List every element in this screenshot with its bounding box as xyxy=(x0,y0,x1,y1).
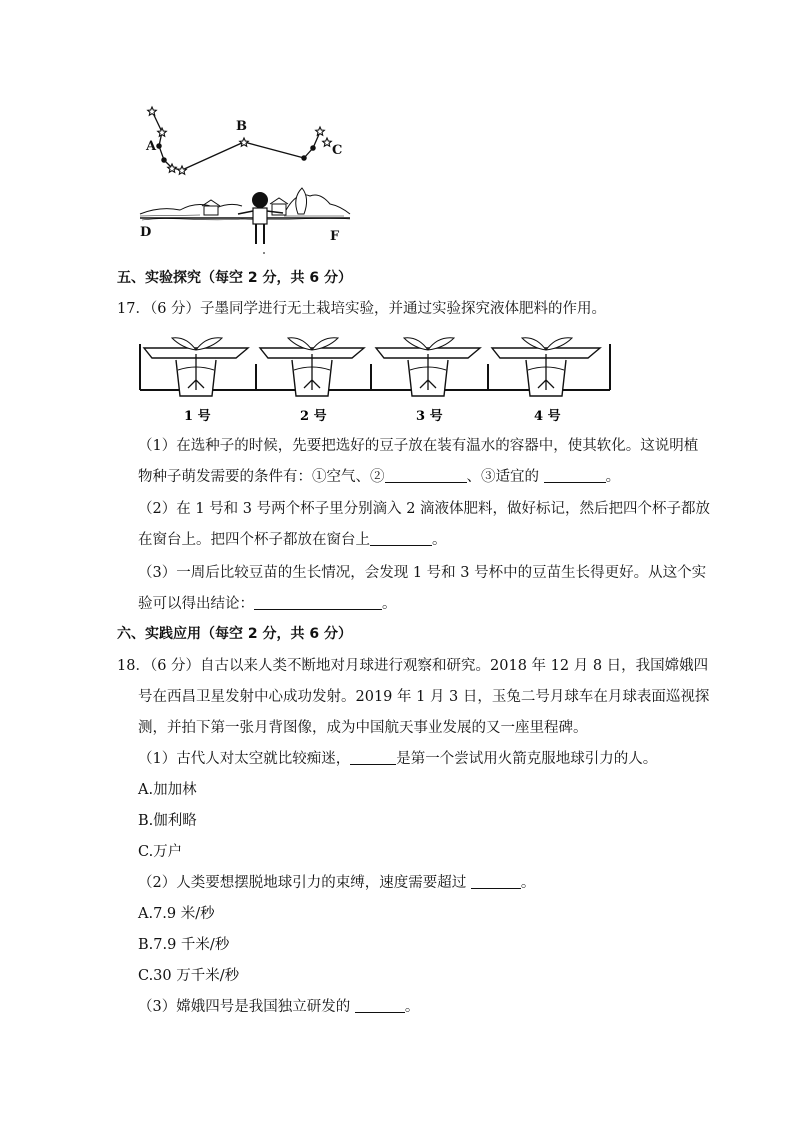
cups-figure xyxy=(138,330,612,426)
cup-2 xyxy=(260,338,364,396)
cup-label-2: 2 号 xyxy=(300,409,327,424)
answer-blank[interactable] xyxy=(385,468,467,483)
q18-sub1-option-c[interactable]: C.万户 xyxy=(138,844,183,860)
q18-sub1-text-a: （1）古代人对太空就比较痴迷， xyxy=(138,751,351,767)
constellation-figure xyxy=(134,96,358,256)
answer-blank[interactable] xyxy=(370,531,432,546)
section-5-heading: 五、实验探究（每空 2 分，共 6 分） xyxy=(117,270,352,286)
q18-sub1-option-b[interactable]: B.伽利略 xyxy=(138,813,197,829)
cup-1 xyxy=(144,338,248,396)
q17-stem: 17．（6 分）子墨同学进行无土栽培实验，并通过实验探究液体肥料的作用。 xyxy=(117,301,607,317)
q18-sub1-text-b: 是第一个尝试用火箭克服地球引力的人。 xyxy=(396,751,658,767)
q17-part1-text-a: 物种子萌发需要的条件有：①空气、② xyxy=(138,469,385,485)
constellation-b-line xyxy=(182,142,304,170)
answer-blank[interactable] xyxy=(254,595,382,610)
q18-sub3-text-a: （3）嫦娥四号是我国独立研发的 xyxy=(138,999,355,1015)
cup-4 xyxy=(492,338,600,396)
q18-sub2-text-a: （2）人类要想摆脱地球引力的束缚，速度需要超过 xyxy=(138,875,471,891)
q18-sub3 xyxy=(138,997,419,1017)
q18-stem-line3: 测，并拍下第一张月背图像，成为中国航天事业发展的又一座里程碑。 xyxy=(138,720,588,736)
q17-part1-text-b: 、③适宜的 xyxy=(466,469,544,485)
q17-part3-text-a: 验可以得出结论： xyxy=(138,596,254,612)
label-a: A xyxy=(146,139,157,154)
q17-part1-text-c: 。 xyxy=(605,469,621,485)
q17-part1-line2 xyxy=(138,467,620,487)
constellation-diagram xyxy=(134,96,358,256)
q18-stem-line1: 18．（6 分）自古以来人类不断地对月球进行观察和研究。2018 年 12 月 8 日，我国嫦娥四 xyxy=(117,658,709,674)
constellation-a xyxy=(152,111,182,170)
q18-sub1-option-a[interactable]: A.加加林 xyxy=(138,782,197,798)
label-b: B xyxy=(236,119,247,134)
q18-sub2-text-b: 。 xyxy=(520,875,536,891)
answer-blank[interactable] xyxy=(350,750,396,765)
q17-part3-line1: （3）一周后比较豆苗的生长情况，会发现 1 号和 3 号杯中的豆苗生长得更好。从这个实 xyxy=(138,565,707,581)
section-6-heading: 六、实践应用（每空 2 分，共 6 分） xyxy=(117,626,352,642)
q18-sub2 xyxy=(138,873,535,893)
star-icons xyxy=(148,107,332,174)
q18-sub3-text-b: 。 xyxy=(404,999,420,1015)
constellation-c xyxy=(304,132,320,158)
q17-part2-line2 xyxy=(138,530,447,550)
cup-label-1: 1 号 xyxy=(184,409,211,424)
q18-sub2-option-a[interactable]: A.7.9 米/秒 xyxy=(138,906,215,922)
answer-blank[interactable] xyxy=(471,874,521,889)
q17-part1-line1: （1）在选种子的时候，先要把选好的豆子放在装有温水的容器中，使其软化。这说明植 xyxy=(138,438,699,454)
answer-blank[interactable] xyxy=(355,998,405,1013)
q17-part2-text-b: 。 xyxy=(432,532,447,548)
answer-blank[interactable] xyxy=(544,468,606,483)
q18-sub1 xyxy=(138,749,657,769)
label-f: F xyxy=(330,229,340,244)
cup-3 xyxy=(376,338,480,396)
cup-label-3: 3 号 xyxy=(416,409,443,424)
landscape xyxy=(140,188,350,220)
q17-part2-text-a: 在窗台上。把四个杯子都放在窗台上 xyxy=(138,532,370,548)
label-d: D xyxy=(140,225,152,240)
q18-stem-line2: 号在西昌卫星发射中心成功发射。2019 年 1 月 3 日，玉兔二号月球车在月球表面巡视探 xyxy=(138,689,710,705)
q17-part3-line2 xyxy=(138,594,397,614)
label-c: C xyxy=(332,143,343,158)
q18-sub2-option-c[interactable]: C.30 万千米/秒 xyxy=(138,968,240,984)
q17-part2-line1: （2）在 1 号和 3 号两个杯子里分别滴入 2 滴液体肥料，做好标记，然后把四个杯子都放 xyxy=(138,501,711,517)
cup-label-4: 4 号 xyxy=(534,409,561,424)
cups-diagram xyxy=(138,330,612,426)
q18-sub2-option-b[interactable]: B.7.9 千米/秒 xyxy=(138,937,230,953)
q17-part3-text-b: 。 xyxy=(382,596,397,612)
